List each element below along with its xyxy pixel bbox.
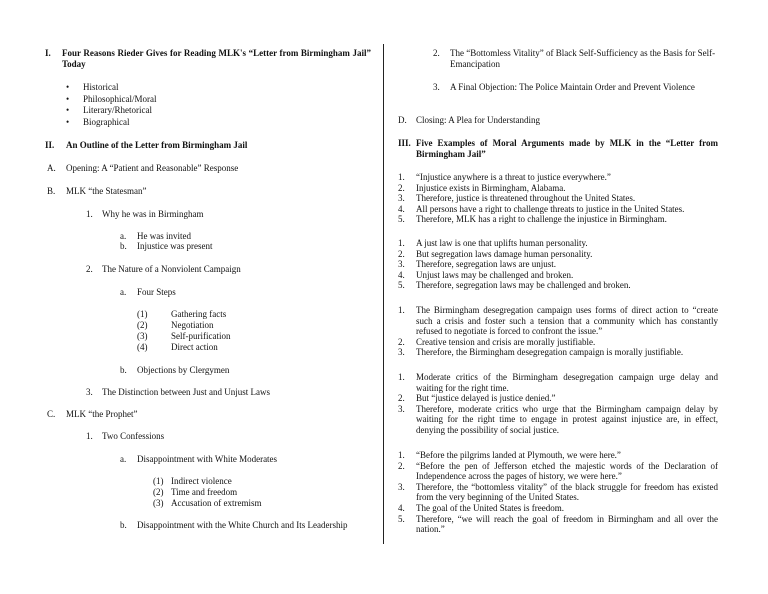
argument-line: 3. Therefore, justice is threatened throughout the United States. (398, 193, 636, 204)
list-item: • Historical (66, 82, 157, 94)
argument-line: 5. Therefore, “we will reach the goal of freedom in Birmingham and all over the nation.” (398, 513, 718, 535)
outline-b-text: MLK “the Statesman” (66, 186, 147, 196)
section-1-title: Four Reasons Rieder Gives for Reading MLK's “Letter from Birmingham Jail” Today (62, 48, 371, 69)
step-text: Direct action (171, 342, 218, 352)
argument-line: 1. Moderate critics of the Birmingham desegregation campaign urge delay and waiting for the right time. (398, 372, 718, 393)
outline-b1-marker: 1. (86, 209, 93, 219)
outline-a-text: Opening: A “Patient and Reasonable” Response (66, 163, 239, 173)
step-text: Self-purification (171, 331, 231, 341)
argument-2 (398, 238, 718, 291)
outline-c1-text: Two Confessions (102, 431, 165, 441)
moderate-marker: (2) (153, 487, 164, 497)
outline-c1b-marker: b. (120, 520, 127, 530)
outline-b2b-text: Objections by Clergymen (137, 365, 230, 375)
argument-3 (398, 305, 718, 358)
outline-c2-marker: 2. (433, 48, 440, 58)
list-item: • Literary/Rhetorical (66, 105, 157, 117)
list-item: • Biographical (66, 117, 157, 129)
section-3-number: III. (398, 138, 411, 148)
argument-line: 3. Therefore, the “bottomless vitality” of the black struggle for freedom has existed from the very beginning of the United States. (398, 481, 718, 503)
section-2-number: II. (45, 140, 55, 150)
argument-line: 1. “Injustice anywhere is a threat to justice everywhere.” (398, 172, 611, 182)
argument-line: 2. Injustice exists in Birmingham, Alabama. (398, 182, 566, 193)
outline-c1b-text: Disappointment with the White Church and Its Leadership (137, 520, 348, 530)
outline-b3-text: The Distinction between Just and Unjust Laws (102, 387, 270, 397)
argument-line: 4. Unjust laws may be challenged and broken. (398, 269, 574, 280)
outline-c1a-marker: a. (120, 454, 127, 464)
argument-line: 4. All persons have a right to challenge threats to justice in the United States. (398, 203, 685, 214)
argument-1 (398, 172, 718, 225)
outline-b2-marker: 2. (86, 264, 93, 274)
outline-c3-marker: 3. (433, 82, 440, 92)
reasons-list (66, 82, 157, 128)
outline-b2a-text: Four Steps (137, 287, 176, 297)
outline-b3-marker: 3. (86, 387, 93, 397)
argument-4 (398, 372, 718, 436)
argument-line: 2. “Before the pen of Jefferson etched the majestic words of the Declaration of Independence across the pages of history, we were here.” (398, 460, 718, 482)
step-marker: (1) (137, 309, 148, 319)
argument-line: 1. “Before the pilgrims landed at Plymouth, we were here.” (398, 450, 621, 460)
outline-d-text: Closing: A Plea for Understanding (416, 115, 540, 125)
outline-b2a-marker: a. (120, 287, 127, 297)
argument-line: 2. But “justice delayed is justice denied.” (398, 393, 556, 404)
argument-line: 1. The Birmingham desegregation campaign uses forms of direct action to “create such a crisis and foster such a tension that a community which has constantly refused to negotiate is forced to confront the issue.” (398, 305, 718, 337)
argument-line: 2. Creative tension and crisis are morally justifiable. (398, 336, 596, 347)
outline-c-text: MLK “the Prophet” (66, 409, 138, 419)
column-divider (383, 44, 384, 544)
argument-line: 3. Therefore, the Birmingham desegregation campaign is morally justifiable. (398, 347, 684, 358)
moderate-marker: (1) (153, 476, 164, 486)
step-marker: (3) (137, 331, 148, 341)
argument-line: 4. The goal of the United States is freedom. (398, 503, 564, 514)
step-marker: (2) (137, 320, 148, 330)
outline-b1-text: Why he was in Birmingham (102, 209, 204, 219)
argument-line: 3. Therefore, segregation laws are unjust. (398, 259, 556, 270)
outline-c1-marker: 1. (86, 431, 93, 441)
outline-b1a-text: He was invited (137, 231, 191, 241)
outline-b1b-marker: b. (120, 241, 127, 251)
outline-b-marker: B. (47, 186, 56, 196)
section-1-number: I. (45, 48, 51, 58)
outline-b1a-marker: a. (120, 231, 127, 241)
moderate-marker: (3) (153, 498, 164, 508)
outline-c2-text: The “Bottomless Vitality” of Black Self-Sufficiency as the Basis for Self-Emancipation (450, 48, 716, 69)
argument-line: 5. Therefore, segregation laws may be challenged and broken. (398, 280, 631, 291)
outline-c-marker: C. (47, 409, 56, 419)
outline-c1a-text: Disappointment with White Moderates (137, 454, 278, 464)
section-2-title: An Outline of the Letter from Birmingham Jail (66, 140, 248, 150)
argument-line: 3. Therefore, moderate critics who urge that the Birmingham campaign delay by waiting for the right time to engage in protest against injustice are, in effect, denying the possibility of social justice. (398, 403, 718, 436)
outline-b2-text: The Nature of a Nonviolent Campaign (102, 264, 241, 274)
outline-a-marker: A. (47, 163, 56, 173)
moderate-text: Time and freedom (171, 487, 238, 497)
step-text: Negotiation (171, 320, 214, 330)
argument-line: 1. A just law is one that uplifts human personality. (398, 238, 588, 248)
argument-line: 2. But segregation laws damage human personality. (398, 248, 593, 259)
outline-b1b-text: Injustice was present (137, 241, 213, 251)
outline-d-marker: D. (398, 115, 407, 125)
outline-c3-text: A Final Objection: The Police Maintain Order and Prevent Violence (450, 82, 695, 92)
moderate-text: Accusation of extremism (171, 498, 262, 508)
argument-5 (398, 450, 718, 535)
moderate-text: Indirect violence (171, 476, 232, 486)
outline-b2b-marker: b. (120, 365, 127, 375)
step-text: Gathering facts (171, 309, 227, 319)
section-3-title: Five Examples of Moral Arguments made by MLK in the “Letter from Birmingham Jail” (416, 138, 718, 159)
step-marker: (4) (137, 342, 148, 352)
list-item: • Philosophical/Moral (66, 94, 157, 106)
argument-line: 5. Therefore, MLK has a right to challenge the injustice in Birmingham. (398, 214, 667, 225)
